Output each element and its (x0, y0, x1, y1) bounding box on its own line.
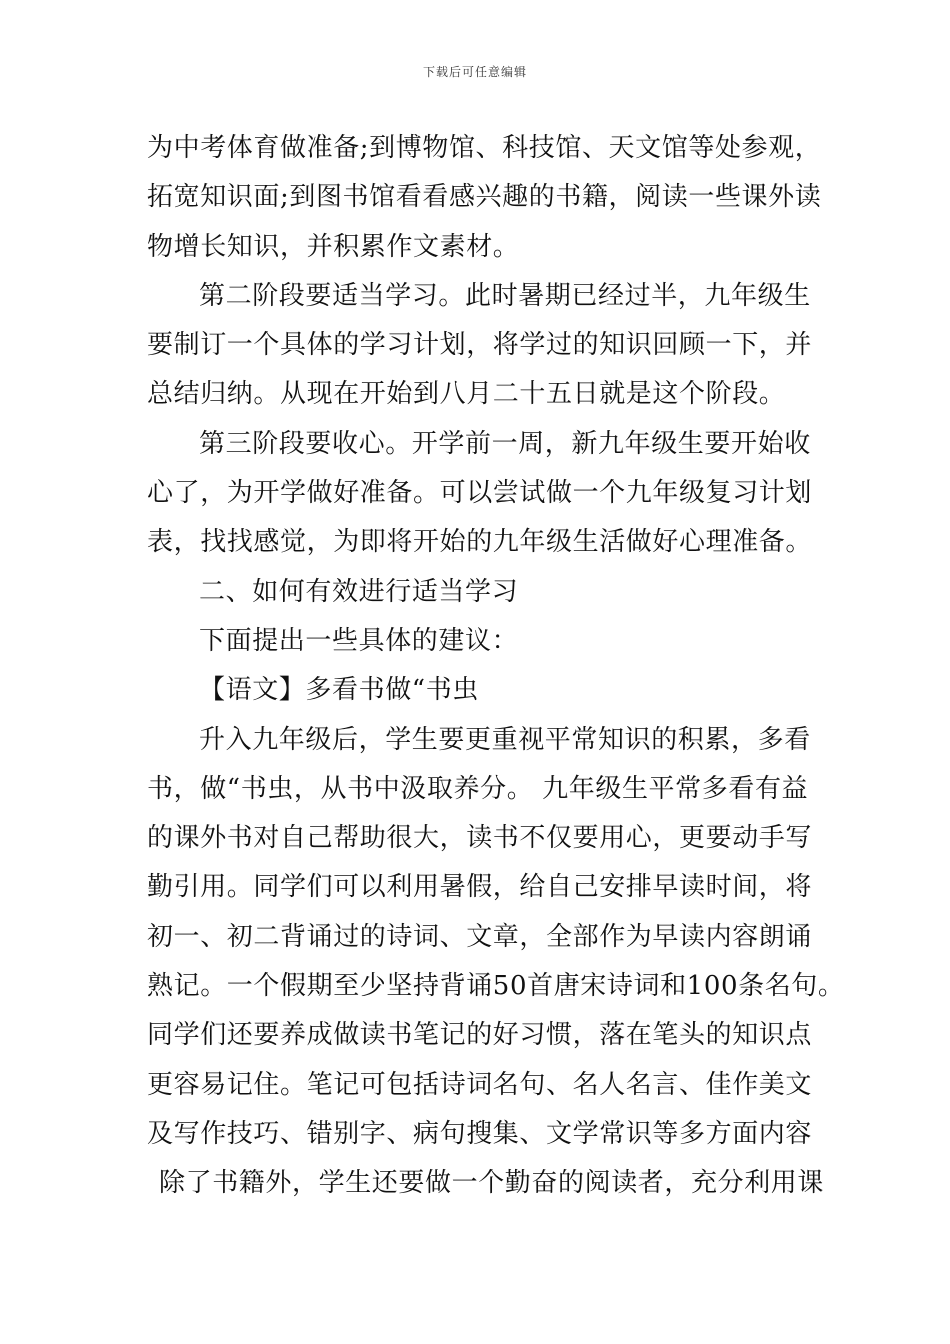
text-line: 勤引用。同学们可以利用暑假，给自己安排早读时间，将 (147, 872, 813, 903)
paragraph-start-line: 除了书籍外，学生还要做一个勤奋的阅读者，充分利用课 (159, 1168, 825, 1199)
text-line: 及写作技巧、错别字、病句搜集、文学常识等多方面内容 (147, 1118, 813, 1149)
text-line: 初一、初二背诵过的诗词、文章，全部作为早读内容朗诵 (147, 921, 813, 952)
paragraph-start-line: 第三阶段要收心。开学前一周，新九年级生要开始收 (199, 428, 811, 459)
text-line: 物增长知识，并积累作文素材。 (147, 231, 520, 262)
text-line: 心了，为开学做好准备。可以尝试做一个九年级复习计划 (147, 478, 813, 509)
text-line: 表，找找感觉，为即将开始的九年级生活做好心理准备。 (147, 527, 813, 558)
text-line: 要制订一个具体的学习计划，将学过的知识回顾一下，并 (147, 330, 813, 361)
section-heading: 二、如何有效进行适当学习 (199, 576, 519, 607)
paragraph-start-line: 下面提出一些具体的建议： (199, 625, 519, 656)
text-line: 拓宽知识面;到图书馆看看感兴趣的书籍，阅读一些课外读 (147, 182, 822, 213)
paragraph-start-line: 升入九年级后，学生要更重视平常知识的积累，多看 (199, 724, 811, 755)
text-line: 总结归纳。从现在开始到八月二十五日就是这个阶段。 (147, 379, 786, 410)
subject-heading: 【语文】多看书做“书虫 (199, 675, 479, 706)
page-header: 下载后可任意编辑 (422, 65, 527, 79)
text-line: 为中考体育做准备;到博物馆、科技馆、天文馆等处参观， (147, 133, 822, 163)
text-line: 同学们还要养成做读书笔记的好习惯，落在笔头的知识点 (147, 1020, 813, 1051)
text-line: 更容易记住。笔记可包括诗词名句、名人名言、佳作美文 (147, 1069, 813, 1100)
text-line: 书，做“书虫，从书中汲取养分。 九年级生平常多看有益 (147, 773, 809, 804)
text-line: 的课外书对自己帮助很大，读书不仅要用心，更要动手写 (147, 823, 813, 854)
text-line: 熟记。一个假期至少坚持背诵50首唐宋诗词和100条名句。 (147, 971, 845, 1002)
paragraph-start-line: 第二阶段要适当学习。此时暑期已经过半，九年级生 (199, 280, 811, 311)
document-body (147, 124, 845, 1209)
